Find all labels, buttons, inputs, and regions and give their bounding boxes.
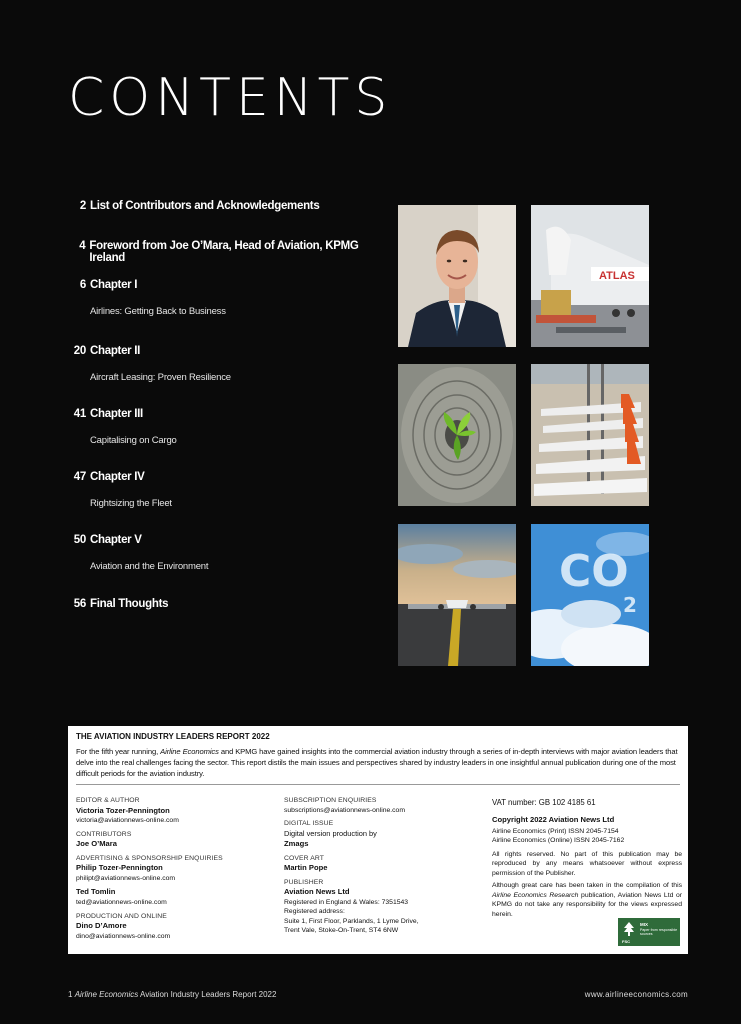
cover-art-label: COVER ART [284,854,325,862]
co2-clouds-photo [531,524,649,666]
toc-entry[interactable] [60,240,390,264]
toc-title: Chapter IV [90,471,145,483]
svg-text:ATLAS: ATLAS [599,270,635,282]
rights-notice: All rights reserved. No part of this publication may be reproduced by any means whatsoever without express permission of the Publisher. [492,850,682,877]
info-intro-text: and KPMG have gained insights into the commercial aviation industry through a series of in-depth interviews with major aviation leaders that delve into the real challenges facing the sector. This report distils the main issues and perspectives shared by industry leaders in one insightful annual publication during one of the most difficult periods for the aviation industry. [76,747,678,778]
toc-page-number: 41 [73,408,86,420]
fsc-sub-label: Paper from responsible sources [640,928,678,937]
advertising-name: Philip Tozer-Pennington [76,863,163,873]
digital-issue-name: Zmags [284,838,309,848]
info-intro [76,746,680,785]
publisher-column [284,796,484,936]
vat-number: VAT number: GB 102 4185 61 [492,798,596,807]
toc-subtitle: Aircraft Leasing: Proven Resilience [90,372,231,383]
footer-website-link[interactable]: www.airlineeconomics.com [584,990,688,999]
toc-page-number: 6 [79,279,86,291]
advertising-name: Ted Tomlin [76,887,116,897]
toc-entry[interactable] [60,408,390,446]
toc-entry[interactable] [60,345,390,383]
digital-issue-text: Digital version production by [284,828,377,838]
toc-entry[interactable] [60,279,390,317]
credits-column [76,796,276,941]
fsc-mix-label: MIX [640,922,649,927]
publisher-label: PUBLISHER [284,878,324,886]
disclaimer-text: Although great care has been taken in the compilation of this [492,882,682,890]
publisher-registration: Registered in England & Wales: 7351543 [284,898,409,906]
toc-subtitle: Aviation and the Environment [90,561,209,572]
toc-title: List of Contributors and Acknowledgements [90,200,320,212]
advertising-email[interactable]: philipt@aviationnews-online.com [76,874,176,882]
publisher-address: Suite 1, First Floor, Parklands, 1 Lyme Drive, [284,917,419,925]
footer-publication-title: Aviation Industry Leaders Report 2022 [138,990,277,999]
publisher-address: Trent Vale, Stoke-On-Trent, ST4 6NW [284,927,399,935]
toc-title: Chapter V [90,534,142,546]
toc-title: Chapter II [90,345,141,357]
disclaimer-text: publication, Aviation News Ltd or KPMG do not take any responsibility for the views expressed herein. [492,891,683,918]
toc-page-number: 20 [73,345,86,357]
toc-subtitle: Capitalising on Cargo [90,435,177,446]
info-heading: THE AVIATION INDUSTRY LEADERS REPORT 2022 [76,732,270,741]
runway-aircraft-photo [398,524,516,666]
parked-aircraft-photo [531,364,649,506]
toc-entry[interactable] [60,534,390,572]
info-intro-text: For the fifth year running, [76,747,161,756]
editor-label: EDITOR & AUTHOR [76,797,140,804]
issn-online: Airline Economics (Online) ISSN 2045-7162 [492,837,625,845]
toc-subtitle: Airlines: Getting Back to Business [90,306,226,317]
fsc-logo-text: FSC [622,939,630,944]
co2-text: CO [559,546,629,597]
info-intro-emphasis: Airline Economics [160,747,219,756]
legal-column [492,798,682,922]
digital-issue-label: DIGITAL ISSUE [284,820,334,828]
toc-page-number: 4 [79,240,86,252]
publisher-address-label: Registered address: [284,908,345,916]
contributors-label: CONTRIBUTORS [76,830,132,838]
issn-print: Airline Economics (Print) ISSN 2045-7154 [492,827,619,835]
toc-entry[interactable] [60,200,390,212]
toc-page-number: 56 [73,598,86,610]
publisher-name: Aviation News Ltd [284,887,350,897]
production-email[interactable]: dino@aviationnews-online.com [76,932,171,940]
contributor-name: Joe O’Mara [76,839,117,849]
fsc-badge [618,918,680,946]
production-name: Dino D’Amore [76,921,127,931]
page-title: CONTENTS [68,68,393,128]
publication-info-box [68,726,688,954]
advertising-email[interactable]: ted@aviationnews-online.com [76,899,167,907]
copyright: Copyright 2022 Aviation News Ltd [492,814,615,824]
toc-entry[interactable] [60,598,390,610]
co2-subscript: 2 [623,593,637,617]
toc-subtitle: Rightsizing the Fleet [90,498,172,509]
tree-stump-sprout-photo [398,364,516,506]
portrait-photo [398,205,516,347]
toc-title: Final Thoughts [90,598,169,610]
toc-title: Chapter III [90,408,143,420]
cover-art-name: Martin Pope [284,863,328,873]
subscription-email[interactable]: subscriptions@aviationnews-online.com [284,806,405,814]
subscription-label: SUBSCRIPTION ENQUIRIES [284,797,377,804]
toc-page-number: 50 [73,534,86,546]
toc-page-number: 2 [79,200,86,212]
editor-name: Victoria Tozer-Pennington [76,805,170,815]
toc-entry[interactable] [60,471,390,509]
footer-page-number: 1 [68,990,73,999]
toc-title: Chapter I [90,279,138,291]
toc-page-number: 47 [73,471,86,483]
disclaimer [492,881,682,919]
cargo-aircraft-photo [531,205,649,347]
disclaimer-emphasis: Airline Economics Research [492,891,579,899]
toc-title: Foreword from Joe O’Mara, Head of Aviation, KPMG Ireland [89,240,359,264]
editor-email[interactable]: victoria@aviationnews-online.com [76,817,179,825]
fsc-tree-icon [622,921,636,937]
production-label: PRODUCTION AND ONLINE [76,912,167,920]
footer-publication [68,990,276,999]
advertising-label: ADVERTISING & SPONSORSHIP ENQUIRIES [76,854,223,862]
footer-publication-name: Airline Economics [74,990,139,999]
